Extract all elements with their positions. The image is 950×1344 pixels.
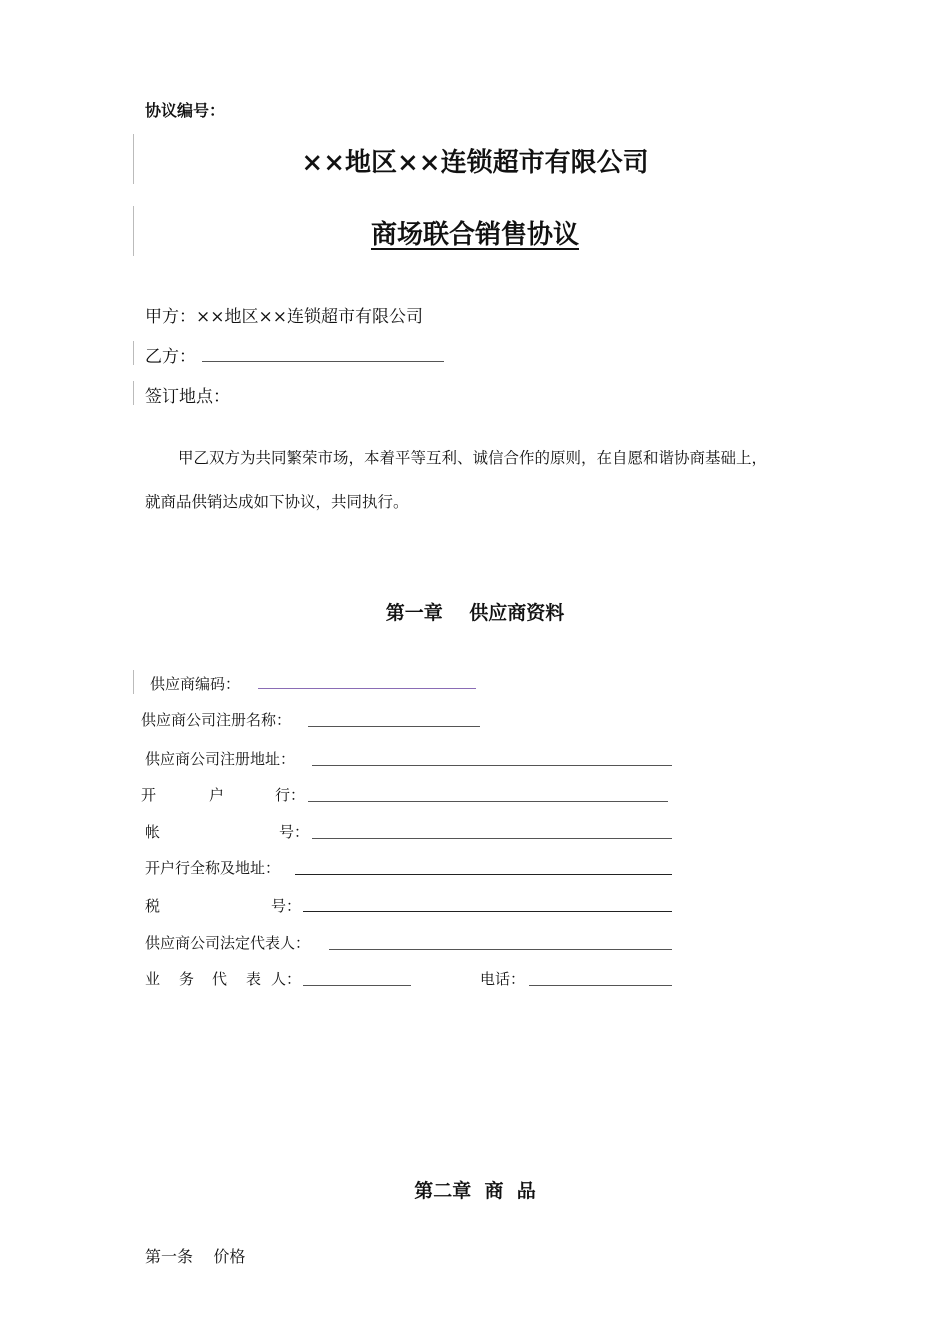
party-a: 甲方：××地区××连锁超市有限公司 <box>145 307 423 327</box>
reg-name-field[interactable] <box>308 726 480 727</box>
bank-field[interactable] <box>308 801 668 802</box>
bank-label-char-3: 行： <box>275 786 306 804</box>
margin-marker <box>133 670 134 694</box>
legal-rep-label: 供应商公司法定代表人： <box>145 934 311 952</box>
bank-full-field[interactable] <box>295 874 672 875</box>
bank-full-label: 开户行全称及地址： <box>145 859 281 877</box>
bank-label-char-2: 户 <box>209 786 225 804</box>
intro-line-2: 就商品供销达成如下协议，共同执行。 <box>145 493 409 511</box>
biz-rep-char-3: 代 <box>212 970 228 988</box>
chapter-1-title: 第一章 供应商资料 <box>385 602 565 624</box>
tax-label-char-2: 号： <box>271 897 302 915</box>
supplier-code-field[interactable] <box>258 688 476 689</box>
sign-place-label: 签订地点： <box>145 387 230 407</box>
account-field[interactable] <box>312 838 672 839</box>
chapter-2-title: 第二章 商 品 <box>414 1180 536 1202</box>
biz-rep-char-2: 务 <box>179 970 195 988</box>
account-label-char-2: 号： <box>279 823 310 841</box>
margin-marker <box>133 341 134 365</box>
party-b-label: 乙方： <box>145 347 196 367</box>
bank-label-char-1: 开 <box>141 786 157 804</box>
company-title: ××地区××连锁超市有限公司 <box>301 148 649 178</box>
agreement-title: 商场联合销售协议 <box>370 220 579 250</box>
reg-name-label: 供应商公司注册名称： <box>141 711 292 729</box>
phone-label: 电话： <box>480 970 526 988</box>
margin-marker <box>133 381 134 405</box>
biz-rep-char-5: 人： <box>271 970 302 988</box>
reg-address-label: 供应商公司注册地址： <box>145 750 296 768</box>
tax-label-char-1: 税 <box>145 897 161 915</box>
phone-field[interactable] <box>529 985 672 986</box>
reg-address-field[interactable] <box>312 765 672 766</box>
agreement-number-label: 协议编号： <box>145 101 226 120</box>
party-b-field[interactable] <box>202 361 444 362</box>
article-1-price: 第一条 价格 <box>145 1247 246 1266</box>
biz-rep-char-1: 业 <box>145 970 161 988</box>
intro-line-1: 甲乙双方为共同繁荣市场，本着平等互利、诚信合作的原则，在自愿和谐协商基础上， <box>178 449 768 467</box>
account-label-char-1: 帐 <box>145 823 161 841</box>
tax-field[interactable] <box>303 911 672 912</box>
biz-rep-field[interactable] <box>303 985 411 986</box>
agreement-title-wrap <box>0 214 950 251</box>
supplier-code-label: 供应商编码： <box>150 675 241 693</box>
legal-rep-field[interactable] <box>329 949 672 950</box>
biz-rep-char-4: 表 <box>246 970 262 988</box>
